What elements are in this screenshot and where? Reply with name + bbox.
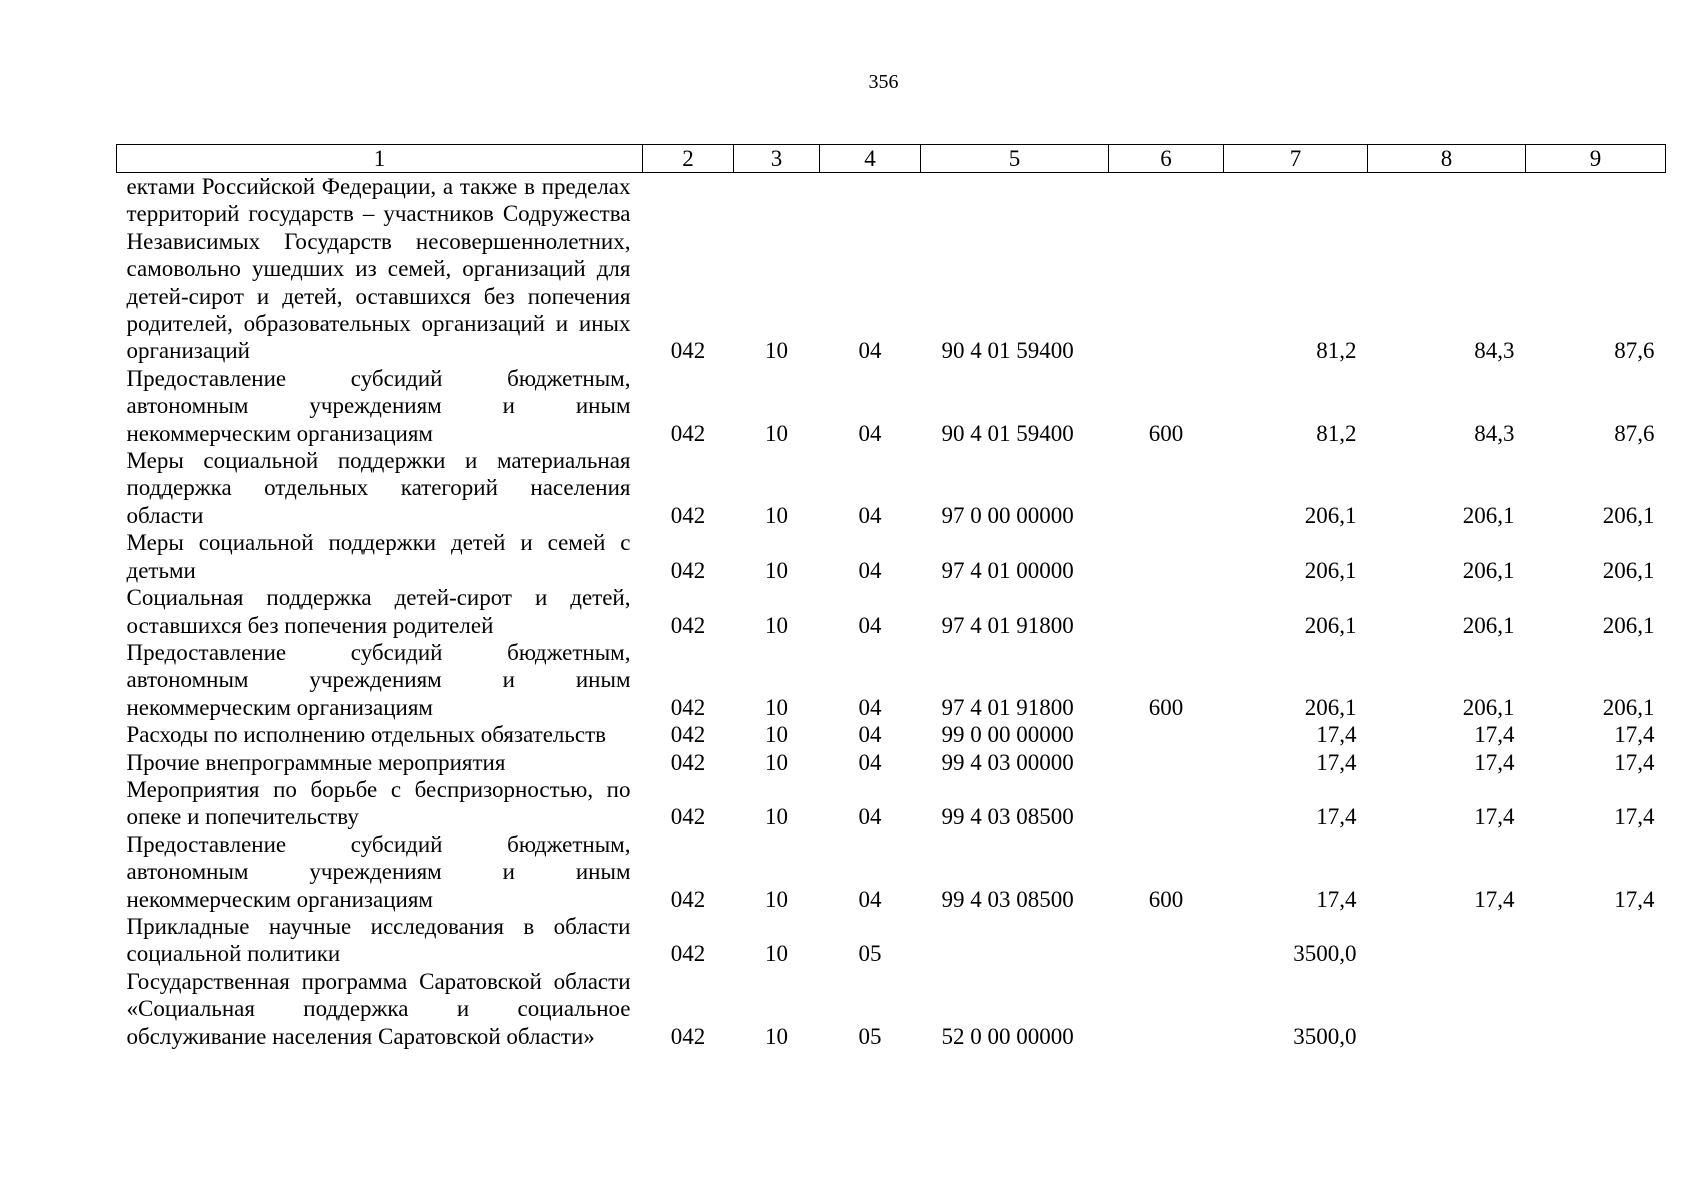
row-vr	[1109, 776, 1224, 831]
row-csr: 90 4 01 59400	[941, 420, 1074, 446]
row-name: Предоставление субсидий бюджетным, автономным учреждениям и иным некоммерческим организациям	[126, 365, 631, 446]
header-row	[117, 145, 1666, 173]
row-ved: 042	[670, 1023, 706, 1049]
table-row	[117, 365, 1666, 447]
row-ved: 042	[670, 420, 706, 446]
row-pr: 05	[858, 1023, 882, 1049]
row-rz: 10	[765, 612, 788, 638]
table-row	[117, 639, 1666, 721]
col-header-4: 4	[820, 145, 921, 173]
row-pr: 04	[858, 502, 882, 528]
row-rz: 10	[765, 694, 788, 720]
row-vr	[1109, 447, 1224, 529]
col-header-1: 1	[117, 145, 643, 173]
row-csr: 97 0 00 00000	[941, 502, 1074, 528]
col-header-5: 5	[921, 145, 1109, 173]
row-csr: 97 4 01 91800	[941, 612, 1074, 638]
row-y3	[1526, 913, 1666, 968]
row-csr: 99 4 03 08500	[941, 886, 1074, 912]
row-name: Мероприятия по борьбе с беспризорностью, по опеке и попечительству	[126, 776, 631, 830]
row-pr: 04	[858, 886, 882, 912]
row-pr: 04	[858, 338, 882, 364]
row-name: Прикладные научные исследования в области социальной политики	[126, 913, 631, 967]
row-ved: 042	[670, 749, 706, 775]
row-ved: 042	[670, 886, 706, 912]
row-y2: 84,3	[1474, 420, 1515, 446]
row-pr: 04	[858, 557, 882, 583]
row-pr: 05	[858, 941, 882, 967]
row-ved: 042	[670, 612, 706, 638]
row-y2: 17,4	[1474, 722, 1515, 748]
row-vr	[1109, 529, 1224, 584]
col-header-3: 3	[734, 145, 820, 173]
row-y3: 206,1	[1602, 502, 1655, 528]
row-y1: 206,1	[1304, 502, 1357, 528]
row-vr	[1109, 749, 1224, 776]
row-vr: 600	[1148, 886, 1184, 912]
row-y2: 206,1	[1462, 502, 1515, 528]
row-ved: 042	[670, 694, 706, 720]
row-name: Прочие внепрограммные мероприятия	[126, 749, 506, 775]
row-rz: 10	[765, 722, 788, 748]
table-row	[117, 776, 1666, 831]
row-ved: 042	[670, 338, 706, 364]
table-row	[117, 173, 1666, 365]
row-vr: 600	[1148, 694, 1184, 720]
row-y3	[1526, 968, 1666, 1050]
row-y3: 17,4	[1614, 749, 1655, 775]
row-y2: 17,4	[1474, 749, 1515, 775]
table-row	[117, 968, 1666, 1050]
row-name: Предоставление субсидий бюджетным, автономным учреждениям и иным некоммерческим организациям	[126, 639, 631, 720]
row-y1: 206,1	[1304, 694, 1357, 720]
row-y1: 206,1	[1304, 557, 1357, 583]
col-header-8: 8	[1368, 145, 1526, 173]
row-y3: 87,6	[1614, 338, 1655, 364]
budget-table	[116, 144, 1666, 1050]
table-row	[117, 831, 1666, 913]
row-y1: 17,4	[1316, 722, 1357, 748]
row-ved: 042	[670, 557, 706, 583]
table-row	[117, 447, 1666, 529]
table-row	[117, 584, 1666, 639]
row-pr: 04	[858, 722, 882, 748]
row-vr	[1109, 721, 1224, 748]
row-rz: 10	[765, 557, 788, 583]
row-rz: 10	[765, 420, 788, 446]
col-header-7: 7	[1224, 145, 1368, 173]
row-y1: 3500,0	[1293, 941, 1357, 967]
row-name: Меры социальной поддержки детей и семей с детьми	[126, 530, 631, 583]
col-header-6: 6	[1109, 145, 1224, 173]
table-body	[117, 173, 1666, 1051]
row-pr: 04	[858, 420, 882, 446]
row-rz: 10	[765, 804, 788, 830]
row-name: Социальная поддержка детей-сирот и детей, оставшихся без попечения родителей	[126, 585, 631, 638]
row-vr	[1109, 173, 1224, 365]
row-csr: 99 4 03 00000	[941, 749, 1074, 775]
row-y1: 81,2	[1316, 420, 1357, 446]
table-row	[117, 721, 1666, 748]
row-ved: 042	[670, 804, 706, 830]
row-y1: 17,4	[1316, 804, 1357, 830]
row-y3: 206,1	[1602, 557, 1655, 583]
row-name: Предоставление субсидий бюджетным, автономным учреждениям и иным некоммерческим организациям	[126, 831, 631, 912]
row-csr: 90 4 01 59400	[941, 338, 1074, 364]
row-y1: 3500,0	[1293, 1023, 1357, 1049]
row-y3: 87,6	[1614, 420, 1655, 446]
row-y1: 17,4	[1316, 886, 1357, 912]
row-rz: 10	[765, 886, 788, 912]
row-y3: 206,1	[1602, 694, 1655, 720]
row-ved: 042	[670, 941, 706, 967]
row-name: Расходы по исполнению отдельных обязательств	[126, 722, 606, 748]
page-number: 356	[868, 71, 899, 93]
row-rz: 10	[765, 1023, 788, 1049]
row-name: Меры социальной поддержки и материальная поддержка отдельных категорий населения области	[126, 448, 631, 528]
table-row	[117, 529, 1666, 584]
row-y2: 84,3	[1474, 338, 1515, 364]
row-csr	[921, 913, 1109, 968]
row-ved: 042	[670, 502, 706, 528]
table-row	[117, 749, 1666, 776]
row-vr	[1109, 584, 1224, 639]
row-vr: 600	[1148, 420, 1184, 446]
row-name: Государственная программа Саратовской области «Социальная поддержка и социальное обслуживание населения Саратовской области»	[126, 968, 631, 1049]
row-y2: 206,1	[1462, 557, 1515, 583]
row-pr: 04	[858, 804, 882, 830]
row-rz: 10	[765, 338, 788, 364]
row-y3: 17,4	[1614, 886, 1655, 912]
row-y2: 17,4	[1474, 886, 1515, 912]
row-y2: 206,1	[1462, 694, 1515, 720]
row-y2: 17,4	[1474, 804, 1515, 830]
row-y1: 206,1	[1304, 612, 1357, 638]
row-y3: 206,1	[1602, 612, 1655, 638]
row-ved: 042	[670, 722, 706, 748]
row-vr	[1109, 968, 1224, 1050]
row-rz: 10	[765, 749, 788, 775]
row-csr: 97 4 01 00000	[941, 557, 1074, 583]
row-csr: 99 0 00 00000	[941, 722, 1074, 748]
table-row	[117, 913, 1666, 968]
row-pr: 04	[858, 612, 882, 638]
row-y2	[1368, 968, 1526, 1050]
row-y1: 17,4	[1316, 749, 1357, 775]
row-y2: 206,1	[1462, 612, 1515, 638]
row-csr: 99 4 03 08500	[941, 804, 1074, 830]
row-y2	[1368, 913, 1526, 968]
row-pr: 04	[858, 694, 882, 720]
row-rz: 10	[765, 502, 788, 528]
row-y1: 81,2	[1316, 338, 1357, 364]
row-y3: 17,4	[1614, 722, 1655, 748]
row-y3: 17,4	[1614, 804, 1655, 830]
row-vr	[1109, 913, 1224, 968]
row-csr: 52 0 00 00000	[941, 1023, 1074, 1049]
row-pr: 04	[858, 749, 882, 775]
col-header-2: 2	[643, 145, 734, 173]
row-csr: 97 4 01 91800	[941, 694, 1074, 720]
row-name: ектами Российской Федерации, а также в пределах территорий государств – участников Содружества Независимых Государств несовершеннолетних, самовольно ушедших из семей, организаций для детей-сирот и детей, оставшихся без попечения родителей, образовательных организаций и иных организаций	[126, 174, 631, 364]
col-header-9: 9	[1526, 145, 1666, 173]
row-rz: 10	[765, 941, 788, 967]
